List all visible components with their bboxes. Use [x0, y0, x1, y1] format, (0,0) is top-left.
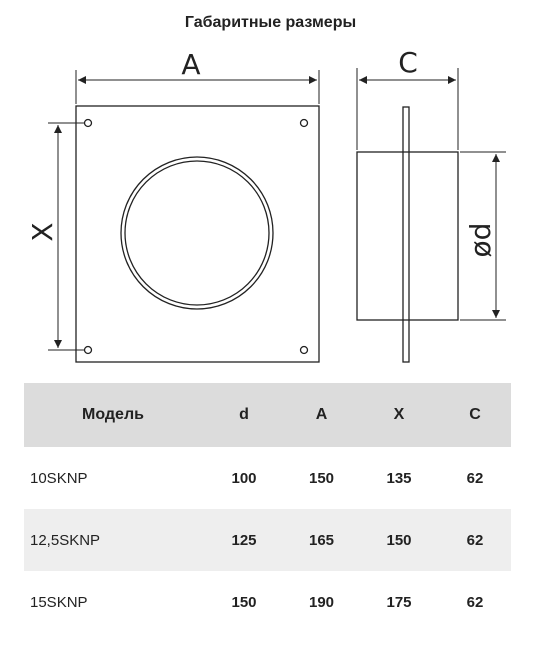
front-view — [48, 70, 319, 362]
spec-table — [24, 383, 511, 633]
dim-x-label: X — [26, 222, 59, 242]
table-header-row — [24, 383, 511, 447]
page-title: Габаритные размеры — [184, 14, 357, 31]
table-row — [24, 571, 511, 633]
header-d: d — [204, 383, 284, 447]
mounting-hole — [85, 347, 92, 354]
mounting-hole — [301, 120, 308, 127]
cell-model: 10SKNP — [30, 469, 88, 487]
duct-opening-outer — [121, 157, 273, 309]
header-a: A — [284, 383, 359, 447]
table-row — [24, 447, 511, 509]
front-plate — [76, 106, 319, 362]
cell-d: 150 — [231, 593, 257, 611]
side-view — [357, 68, 506, 362]
cell-a: 190 — [308, 593, 335, 611]
cell-d: 125 — [204, 509, 284, 571]
flange-plate — [403, 107, 409, 362]
dim-d-label: ød — [464, 222, 497, 258]
dim-c-label: C — [398, 46, 418, 79]
header-model: Модель — [24, 383, 204, 447]
cell-x: 135 — [386, 469, 412, 487]
cell-c: 62 — [466, 593, 484, 611]
cell-c: 62 — [466, 469, 484, 487]
dim-a-label: A — [181, 48, 201, 81]
table-row — [24, 509, 511, 571]
cell-model: 12,5SKNP — [24, 509, 204, 571]
mounting-hole — [301, 347, 308, 354]
cell-d: 100 — [231, 469, 257, 487]
cell-x: 175 — [386, 593, 412, 611]
cell-x: 150 — [359, 509, 439, 571]
header-x: X — [359, 383, 439, 447]
cell-a: 150 — [308, 469, 335, 487]
cell-a: 165 — [284, 509, 359, 571]
cell-c: 62 — [439, 509, 511, 571]
duct-spigot — [357, 152, 458, 320]
cell-model: 15SKNP — [30, 593, 88, 611]
mounting-hole — [85, 120, 92, 127]
header-c: C — [439, 383, 511, 447]
duct-opening-inner — [125, 161, 269, 305]
